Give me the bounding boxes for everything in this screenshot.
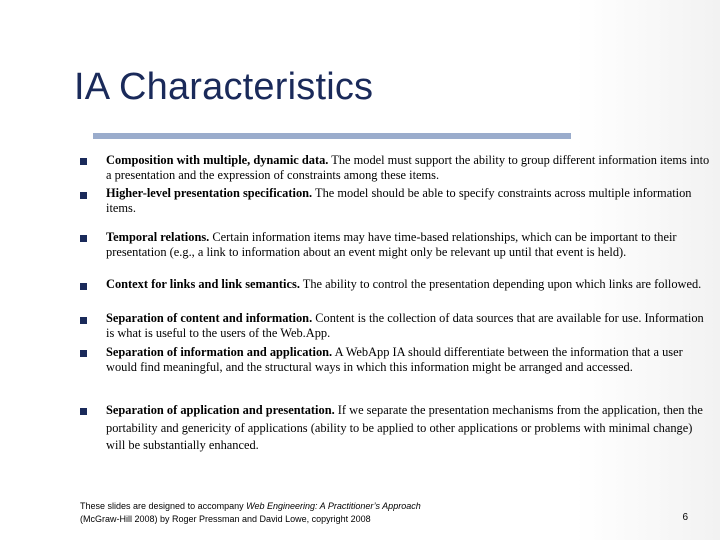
square-bullet-icon [80, 192, 87, 199]
item-heading: Separation of information and application. [106, 345, 333, 359]
title-underline [93, 133, 571, 139]
item-body: The model should be able to specify constraints across multiple information items. [106, 186, 692, 216]
item-heading: Context for links and link semantics. [106, 277, 300, 291]
page-number: 6 [682, 512, 688, 523]
square-bullet-icon [80, 350, 87, 357]
item-heading: Composition with multiple, dynamic data. [106, 153, 329, 167]
item-heading: Separation of application and presentation. [106, 403, 335, 417]
footer-credit [80, 500, 421, 526]
square-bullet-icon [80, 158, 87, 165]
square-bullet-icon [80, 283, 87, 290]
square-bullet-icon [80, 408, 87, 415]
list-item-text [106, 311, 710, 341]
square-bullet-icon [80, 317, 87, 324]
item-heading: Higher-level presentation specification. [106, 186, 313, 200]
slide-title: IA Characteristics [74, 66, 374, 108]
item-body: Certain information items may have time-based relationships, which can be important to their presentation (e.g., a link to information about an event might only be relevant up until that event is held). [106, 230, 677, 260]
item-body: The model must support the ability to group different information items into a presentation and the expression of constraints among these items. [106, 153, 710, 183]
list-item-text [106, 402, 710, 455]
item-body: Content is the collection of data sources that are available for use. Information is what is useful to the users of the Web.App. [106, 311, 704, 341]
item-body: The ability to control the presentation depending upon which links are followed. [299, 277, 702, 291]
list-item-text [106, 153, 710, 183]
footer-text: These slides are designed to accompany [80, 501, 247, 511]
list-item-text [106, 186, 710, 216]
footer-line-1 [80, 500, 421, 513]
item-body: A WebApp IA should differentiate between the information that a user would find meaningful, and the structural ways in which this information might be arranged and accessed. [106, 345, 683, 375]
book-title: Web Engineering: A Practitioner’s Approach [246, 501, 421, 511]
list-item-text [106, 230, 710, 260]
list-item-text [106, 345, 710, 375]
item-heading: Temporal relations. [106, 230, 210, 244]
footer-line-2: (McGraw-Hill 2008) by Roger Pressman and David Lowe, copyright 2008 [80, 514, 371, 524]
item-body: If we separate the presentation mechanisms from the application, then the portability and genericity of applications (ability to be applied to other applications or problems with minimal change) will be substantially enhanced. [106, 403, 703, 452]
list-item-text [106, 277, 710, 292]
item-heading: Separation of content and information. [106, 311, 313, 325]
square-bullet-icon [80, 235, 87, 242]
